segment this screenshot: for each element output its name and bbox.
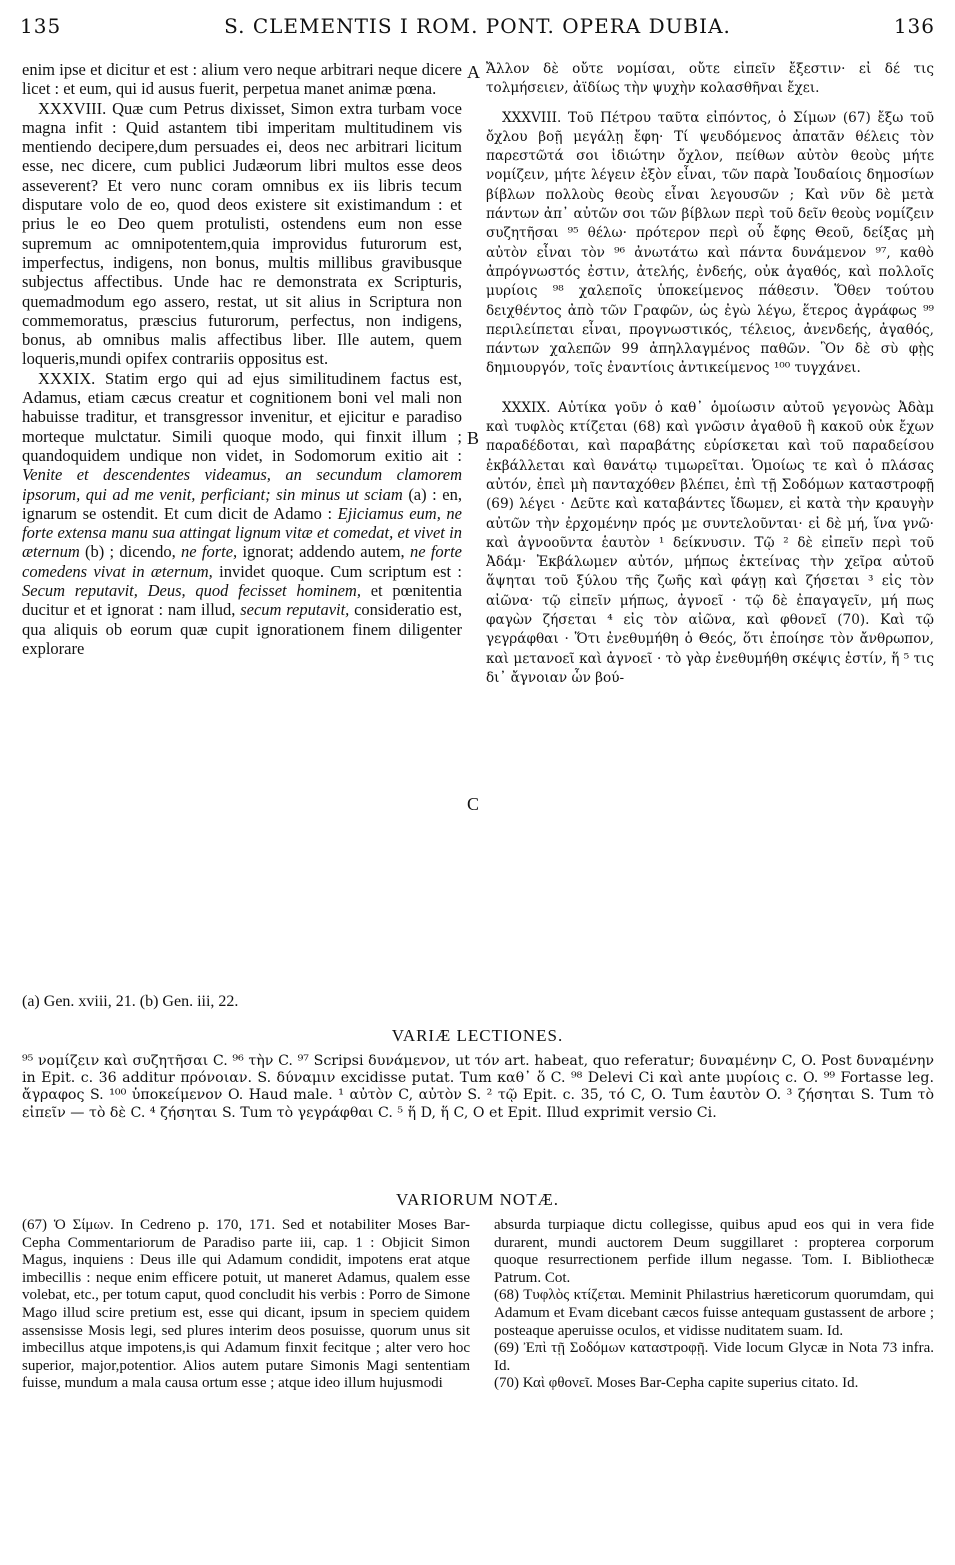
latin-paragraph: enim ipse et dicitur et est : alium vero neque arbitrari neque dicere licet : et eum, qui id ausus fuerit, perpetua manet animæ pœna.: [22, 60, 462, 99]
latin-chapter-38: XXXVIII. Quæ cum Petrus dixisset, Simon extra turbam voce magna infit : Quid astantem tibi imperitam multitudinem vis mentiendo decipere,dum persuades ei, deos nec arbitrari licitum esse, nec dicere, cum publici Judæorum libri multos esse deos asseverent? Et vero nunc coram omnibus ex iis libris tecum disputare volo de eo, quod deos existere sit existimandum : et prius le eo Deo quem protulisti, ostendens eum non esse supremum ac omnipotentem,quia improvidus futurorum est, imperfectus, indigens, non bonus, multis millibus gravibusque subjectus affectibus. Unde hac re demonstrata ex Scripturis, quemadmodum ego assero, restat, ut sit alius in Scriptura non commemoratus, præscius futurorum, perfectus, non indigens, bonus, ab omnibus malis affectibus liber. Ille autem, quem loqueris,mundi opifex contrariis oppositus est.: [22, 98, 462, 369]
latin-column: [22, 60, 462, 980]
margin-marker-c: C: [467, 794, 480, 814]
running-title: S. CLEMENTIS I ROM. PONT. OPERA DUBIA.: [224, 14, 731, 38]
variae-lectiones-heading: VARIÆ LECTIONES.: [391, 1026, 564, 1045]
scripture-footnotes: (a) Gen. xviii, 21. (b) Gen. iii, 22.: [22, 993, 239, 1010]
latin-chapter-39: XXXIX. Statim ergo qui ad ejus similitudinem factus est, Adamus, etiam cæcus creatur et cognitionem boni vel mali non habuisse traditur, et transgressor invenitur, et ejicitur e paradiso morteque mulctatur. Simili quoque modo, qui finxit illum ; quandoquidem undique non videt, in Sodomorum exitio ait : Venite et descendentes videamus, an secundum clamorem ipsorum, qui ad me venit, perficiant; sin minus ut sciam (a) : en, ignarum se ostendit. Et cum dicit de Adamo : Ejiciamus eum, ne forte extensa manu sua attingat lignum vitæ et comedat, et vivet in æternum (b) ; dicendo, ne forte, ignorat; addendo autem, ne forte comedens vivat in æternum, invidet quoque. Cum scriptum est : Secum reputavit, Deus, quod fecisset hominem, et pœnitentia ducitur et et ignorat : nam illud, secum reputavit, consideratio est, qua aliquis ob eorum quæ cupit ignorationem finem diligenter explorare: [22, 368, 462, 658]
notes-left-column: [22, 1217, 470, 1393]
running-header: [20, 14, 935, 40]
notes-right-column: [494, 1217, 934, 1393]
greek-column: [486, 60, 934, 980]
note-69: (69) Ἐπὶ τῇ Σοδόμων καταστροφῇ. Vide locum Glycæ in Nota 73 infra. Id.: [494, 1340, 934, 1374]
variae-lectiones-text: ⁹⁵ νομίζειν καὶ συζητῆσαι C. ⁹⁶ τὴν C. ⁹⁷ Scripsi δυνάμενον, ut τόν art. habeat, quo referatur; δυναμένην C, O. Post δυναμένην in Epit. c. 36 additur πρόνοιαν. S. δύναμιν excidisse putat. Tum καθ᾽ ὅ C. ⁹⁸ Delevi Ci καὶ ante μυρίοις c. O. ⁹⁹ Fortasse leg. ἄγραφος S. ¹⁰⁰ ὑποκείμενον O. Haud male. ¹ αὐτὸν C, αὐτὸν S. ² τῷ Epit. c. 35, τό C, O. Tum ἑαυτὸν O. ³ ζήσηται S. Tum τὸ εἰπεῖν — τὸ δὲ C. ⁴ ζήσηται S. Tum τὸ γεγράφθαι C. ⁵ ἥ D, ἥ C, O et Epit. Illud exprimit versio Ci.: [22, 1053, 934, 1121]
greek-chapter-38: XXXVIII. Τοῦ Πέτρου ταῦτα εἰπόντος, ὁ Σίμων (67) ἔξω τοῦ ὄχλου βοῇ μεγάλῃ ἔφη· Τί ψευδόμενος ἀπατᾶν θέλεις τὸν παρεστῶτά σοι ἰδιώτην ὄχλον, πείθων αὐτὸν θεοὺς μήτε νομίζειν, μήτε λέγειν ἐξὸν εἶναι, τῶν παρὰ Ἰουδαίοις δημοσίων βίβλων πολλοὺς θεοὺς εἶναι λεγουσῶν ; Καὶ νῦν δὲ μετὰ πάντων ἀπ᾽ αὐτῶν σοι τῶν βίβλων περὶ τοῦ δεῖν θεοὺς νομίζειν συζητῆσαι ⁹⁵ θέλω· πρότερον περὶ οὗ ἔφης Θεοῦ, δείξας μὴ αὐτὸν εἶναι τὸν ⁹⁶ ἀνωτάτω καὶ πάντα δυνάμενον ⁹⁷, καθὸ ἀπρόγνωστός ἐστιν, ἀτελής, ἐνδεής, οὐκ ἀγαθός, καὶ πολλοῖς μυρίοις ⁹⁸ χαλεποῖς ὑποκείμενος πάθεσιν. Ὅθεν τούτου δειχθέντος ἀπὸ τῶν Γραφῶν, ὡς ἐγὼ λέγω, ἕτερος ἀγράφως ⁹⁹ περιλείπεται εἶναι, προγνωστικός, τέλειος, ἀνενδεής, ἀγαθός, πάντων χαλεπῶν 99 ἀπηλλαγμένος παθῶν. Ὃν δὲ σὺ φῂς δημιουργόν, τοῖς ἐναντίοις ἀντικείμενος ¹⁰⁰ τυγχάνει.: [486, 109, 934, 377]
margin-marker-a: A: [467, 62, 480, 82]
margin-marker-b: B: [467, 428, 480, 448]
note-67: (67) Ὁ Σίμων. In Cedreno p. 170, 171. Sed et notabiliter Moses Bar-Cepha Commentariorum de Paradiso parte iii, cap. 1 : Objicit Simon Magus, inquiens : Deus ille qui Adamum condidit, impotens erat atque imbecillis : neque enim efficere potuit, ut maneret Adamus, qualem esse volebat, etc., per totum caput, quod concludit his verbis : Porro de Simone Mago illud scire pretium est, esse qui dicant, ipsum in speciem quidem assensisse Mosis legi, sed plures interim deos posuisse, quorum unus sit imbecillus atque impotens,is qui Adamum finxit fecitque ; alter vero hoc superior, major,potentior. Alios autem putare Simonis Magi sententiam fuisse, mundum a mala causa ortum esse ; atque ideo illum hujusmodi: [22, 1217, 470, 1392]
note-67-continued: absurda turpiaque dictu collegisse, quibus apud eos qui in vera fide durarent, mundi auctorem Deum suggillaret : propterea corporum quoque resurrectionem perfide illum negasse. Tom. I. Bibliothecæ Patrum. Cot.: [494, 1217, 934, 1286]
greek-paragraph: Ἄλλον δὲ οὔτε νομίσαι, οὔτε εἰπεῖν ἔξεστιν· εἰ δέ τις τολμήσειεν, ἀϊδίως τὴν ψυχὴν κολασθῆναι ἔχει.: [486, 61, 934, 97]
page-number-left: 135: [20, 14, 62, 38]
note-70: (70) Καὶ φθονεῖ. Moses Bar-Cepha capite superius citato. Id.: [494, 1375, 859, 1392]
note-68: (68) Τυφλὸς κτίζεται. Meminit Philastrius hæreticorum quorumdam, qui Adamum et Evam dicebant cæcos fuisse antequam gustassent de arbore ; posteaque aperuisse oculos, et vidisse nuditatem suam. Id.: [494, 1287, 934, 1339]
greek-chapter-39: XXXIX. Αὐτίκα γοῦν ὁ καθ᾽ ὁμοίωσιν αὐτοῦ γεγονὼς Ἀδὰμ καὶ τυφλὸς κτίζεται (68) καὶ γνῶσιν ἀγαθοῦ ἢ κακοῦ οὐκ ἔχων παραδέδοται, καὶ παραβάτης εὑρίσκεται καὶ τοῦ παραδείσου ἐκβάλλεται καὶ θανάτῳ τιμωρεῖται. Ὁμοίως τε καὶ ὁ πλάσας αὐτόν, ἐπεὶ μὴ πανταχόθεν βλέπει, ἐπὶ τῇ Σοδόμων καταστροφῇ (69) λέγει · Δεῦτε καὶ καταβάντες ἴδωμεν, εἰ κατὰ τὴν κραυγὴν αὐτῶν τὴν ἐρχομένην πρός με συντελοῦνται· εἰ δὲ μή, ἵνα γνῶ· καὶ ἀγνοοῦντα ἑαυτὸν ¹ δείκνυσιν. Τῷ ² δὲ εἰπεῖν περὶ τοῦ Ἀδάμ· Ἐκβάλωμεν αὐτόν, μήπως ἐκτείνας τὴν χεῖρα αὐτοῦ ἅψηται τοῦ ξύλου τῆς ζωῆς καὶ φάγῃ καὶ ζήσεται ³ εἰς τὸν αἰῶνα· τῷ εἰπεῖν μήπως, ἀγνοεῖ · τῷ δὲ ἐπαγαγεῖν, μή πως φαγὼν ζήσεται ⁴ εἰς τὸν αἰῶνα, καὶ φθονεῖ (70). Καὶ τῷ γεγράφθαι · Ὅτι ἐνεθυμήθη ὁ Θεός, ὅτι ἐποίησε τὸν ἄνθρωπον, καὶ μετανοεῖ καὶ ἀγνοεῖ · τὸ γὰρ ἐνεθυμήθη σκέψις ἐστίν, ἥ ⁵ τις δι᾽ ἄγνοιαν ὧν βού-: [486, 399, 934, 686]
page-number-right: 136: [893, 14, 935, 38]
variorum-notae-heading: VARIORUM NOTÆ.: [396, 1190, 559, 1209]
